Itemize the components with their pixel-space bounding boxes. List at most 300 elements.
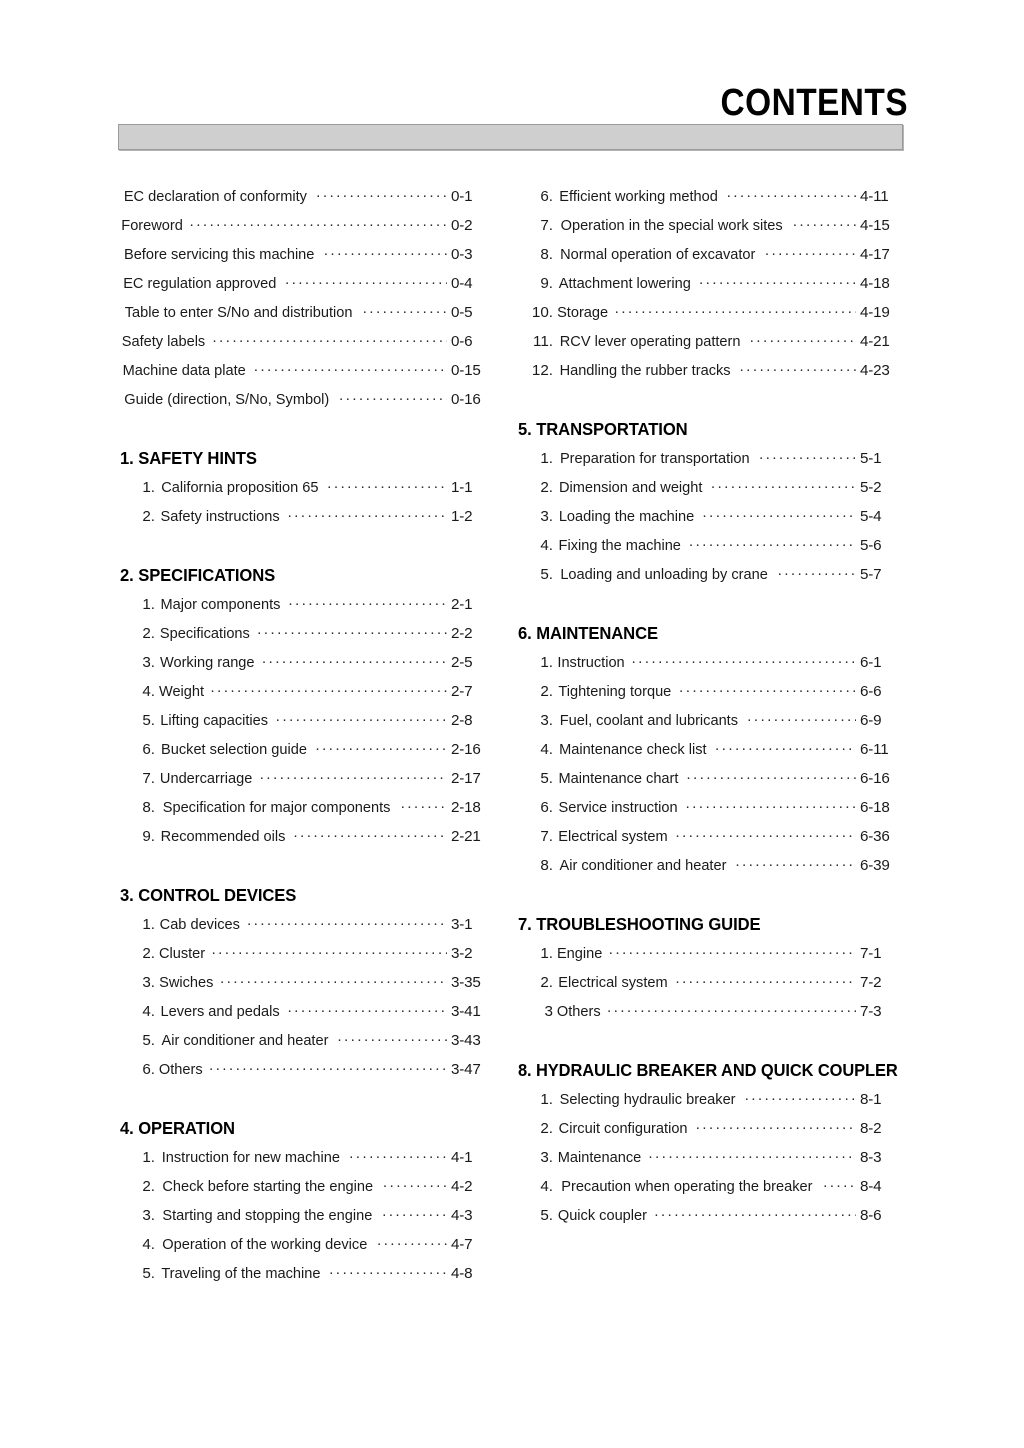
dot-leader	[337, 1025, 447, 1054]
toc-entry-page: 4-18	[860, 275, 890, 292]
toc-section-heading: 8. HYDRAULIC BREAKER AND QUICK COUPLER	[518, 1060, 898, 1080]
toc-entry-page: 6-11	[860, 741, 889, 758]
dot-leader	[685, 792, 856, 821]
toc-entry-page: 2-5	[451, 654, 473, 671]
dot-leader	[679, 676, 856, 705]
toc-entry-page: 5-4	[860, 508, 882, 525]
toc-entry[interactable]	[120, 706, 495, 735]
toc-entry[interactable]	[518, 851, 906, 880]
toc-entry[interactable]	[120, 1201, 495, 1230]
toc-entry-label: Quick coupler	[557, 1207, 648, 1224]
toc-entry-page: 2-18	[451, 799, 481, 816]
toc-entry-label: Maintenance check list	[559, 741, 707, 758]
toc-section-heading: 3. CONTROL DEVICES	[120, 885, 297, 905]
toc-entry-label: Air conditioner and heater	[161, 1032, 329, 1049]
toc-entry-label: Guide (direction, S/No, Symbol)	[124, 391, 330, 408]
toc-entry-page: 8-4	[860, 1178, 882, 1195]
toc-entry-label: Specifications	[159, 625, 250, 642]
toc-entry-page: 4-17	[860, 246, 890, 263]
toc-entry-number: 4.	[142, 1003, 155, 1020]
toc-entry-number: 12.	[531, 362, 553, 379]
page-title: CONTENTS	[720, 82, 908, 124]
toc-entry-number: 5.	[142, 1032, 155, 1049]
toc-entry-page: 5-2	[860, 479, 882, 496]
toc-entry-page: 1-2	[451, 508, 473, 525]
toc-entry-page: 5-1	[860, 450, 882, 467]
toc-entry-label: Operation in the special work sites	[560, 217, 783, 234]
dot-leader	[695, 1113, 856, 1142]
toc-entry-page: 2-17	[451, 770, 481, 787]
dot-leader	[209, 1054, 447, 1083]
toc-entry[interactable]	[518, 1114, 906, 1143]
toc-entry-number: 3.	[142, 1207, 155, 1224]
dot-leader	[654, 1200, 856, 1229]
toc-entry-page: 6-36	[860, 828, 890, 845]
toc-entry-number: 2.	[540, 1120, 553, 1137]
toc-entry-label: Attachment lowering	[558, 275, 691, 292]
toc-entry-label: Instruction	[557, 654, 625, 671]
toc-entry-label: Swiches	[159, 974, 214, 991]
toc-entry-page: 4-7	[451, 1236, 473, 1253]
toc-entry-label: Electrical system	[558, 974, 668, 991]
dot-leader	[339, 384, 447, 413]
toc-entry-number: 1.	[540, 654, 553, 671]
toc-entry-page: 6-39	[860, 857, 890, 874]
toc-entry-number: 8.	[142, 799, 155, 816]
toc-entry-number: 1.	[540, 1091, 553, 1108]
toc-entry-page: 4-19	[860, 304, 890, 321]
toc-entry-page: 4-3	[451, 1207, 473, 1224]
dot-leader	[759, 443, 856, 472]
dot-leader	[631, 647, 856, 676]
toc-entry[interactable]	[518, 269, 906, 298]
toc-entry-number: 8.	[540, 246, 553, 263]
toc-entry[interactable]	[120, 182, 495, 211]
toc-entry-number: 4.	[540, 741, 553, 758]
toc-entry-number: 5.	[540, 770, 553, 787]
toc-entry-label: Fixing the machine	[558, 537, 681, 554]
toc-entry-number: 3.	[142, 974, 155, 991]
toc-entry-page: 0-3	[451, 246, 473, 263]
toc-entry[interactable]	[120, 910, 495, 939]
toc-section-heading: 1. SAFETY HINTS	[120, 448, 257, 468]
toc-block-specifications	[120, 561, 495, 851]
toc-entry-number: 1.	[142, 1149, 155, 1166]
toc-entry-label: Table to enter S/No and distribution	[124, 304, 353, 321]
toc-entry-page: 4-21	[860, 333, 890, 350]
toc-entry-number: 6.	[540, 188, 553, 205]
toc-entry[interactable]	[518, 735, 906, 764]
dot-leader	[702, 501, 856, 530]
dot-leader	[792, 210, 856, 239]
toc-entry-label: Tightening torque	[558, 683, 672, 700]
toc-entry-label: Maintenance chart	[558, 770, 679, 787]
toc-entry[interactable]	[120, 968, 495, 997]
toc-entry-label: Working range	[159, 654, 255, 671]
toc-entry-label: EC regulation approved	[123, 275, 277, 292]
toc-entry[interactable]	[518, 560, 906, 589]
toc-entry-number: 1.	[142, 916, 155, 933]
toc-entry-page: 0-6	[451, 333, 473, 350]
toc-entry[interactable]	[518, 240, 906, 269]
dot-leader	[257, 618, 447, 647]
toc-entry-label: Efficient working method	[559, 188, 718, 205]
toc-entry-page: 3-35	[451, 974, 481, 991]
toc-entry[interactable]	[120, 939, 495, 968]
dot-leader	[777, 559, 856, 588]
toc-entry[interactable]	[518, 706, 906, 735]
toc-entry[interactable]	[518, 531, 906, 560]
toc-entry-page: 7-2	[860, 974, 882, 991]
toc-entry[interactable]	[120, 619, 495, 648]
toc-entry[interactable]	[120, 1259, 495, 1288]
dot-leader	[285, 268, 447, 297]
toc-entry-number: 5.	[142, 1265, 155, 1282]
toc-entry-page: 4-23	[860, 362, 890, 379]
dot-leader	[715, 734, 856, 763]
toc-entry-page: 4-11	[860, 188, 889, 205]
toc-entry-page: 3-2	[451, 945, 473, 962]
toc-entry-page: 5-6	[860, 537, 882, 554]
toc-block-operation-continued	[518, 182, 906, 385]
toc-entry-number: 5.	[142, 712, 155, 729]
toc-entry[interactable]	[518, 648, 906, 677]
toc-entry-page: 6-1	[860, 654, 882, 671]
toc-entry[interactable]	[120, 648, 495, 677]
toc-entry-number: 7.	[540, 828, 553, 845]
toc-entry-page: 2-21	[451, 828, 481, 845]
toc-entry-number: 4.	[142, 683, 155, 700]
dot-leader	[688, 530, 856, 559]
toc-entry[interactable]	[120, 269, 495, 298]
toc-entry-number: 1.	[540, 945, 553, 962]
toc-entry-number: 6.	[142, 1061, 155, 1078]
toc-block-troubleshooting-guide	[518, 910, 906, 1026]
toc-entry-number: 2.	[142, 508, 155, 525]
toc-entry-number: 4.	[540, 1178, 553, 1195]
dot-leader	[220, 967, 447, 996]
toc-entry[interactable]	[518, 502, 906, 531]
dot-leader	[327, 472, 447, 501]
toc-entry-page: 3-47	[451, 1061, 481, 1078]
toc-entry-label: Dimension and weight	[558, 479, 703, 496]
toc-entry[interactable]	[120, 997, 495, 1026]
dot-leader	[648, 1142, 856, 1171]
dot-leader	[349, 1142, 447, 1171]
dot-leader	[699, 268, 856, 297]
toc-entry-number: 1.	[142, 596, 155, 613]
toc-entry-page: 2-8	[451, 712, 473, 729]
toc-entry-label: Traveling of the machine	[161, 1265, 321, 1282]
toc-entry[interactable]	[518, 997, 906, 1026]
dot-leader	[614, 297, 856, 326]
toc-entry-page: 8-3	[860, 1149, 882, 1166]
toc-entry-page: 4-1	[451, 1149, 473, 1166]
toc-entry[interactable]	[518, 968, 906, 997]
dot-leader	[329, 1258, 447, 1287]
dot-leader	[749, 326, 856, 355]
toc-entry-number: 3.	[540, 712, 553, 729]
toc-entry[interactable]	[120, 1230, 495, 1259]
dot-leader	[262, 647, 448, 676]
toc-entry-number: 2.	[142, 625, 155, 642]
toc-entry[interactable]	[518, 793, 906, 822]
dot-leader	[275, 705, 447, 734]
toc-entry[interactable]	[518, 1201, 906, 1230]
toc-entry-label: Bucket selection guide	[161, 741, 307, 758]
toc-entry[interactable]	[518, 182, 906, 211]
dot-leader	[744, 1084, 856, 1113]
toc-entry-page: 6-18	[860, 799, 890, 816]
toc-entry-number: 11.	[533, 333, 553, 350]
dot-leader	[686, 763, 856, 792]
toc-entry-page: 2-1	[451, 596, 473, 613]
toc-entry[interactable]	[518, 444, 906, 473]
toc-block-control-devices	[120, 881, 495, 1084]
toc-entry-label: Precaution when operating the breaker	[561, 1178, 813, 1195]
toc-entry-number: 8.	[540, 857, 553, 874]
dot-leader	[287, 501, 447, 530]
toc-entry-number: 2.	[540, 683, 553, 700]
toc-entry-page: 4-8	[451, 1265, 473, 1282]
toc-entry-page: 8-6	[860, 1207, 882, 1224]
toc-entry-page: 1-1	[451, 479, 473, 496]
toc-entry-number: 5.	[540, 1207, 553, 1224]
toc-entry-label: Operation of the working device	[162, 1236, 368, 1253]
toc-entry[interactable]	[120, 793, 495, 822]
toc-entry-number: 7.	[142, 770, 155, 787]
toc-entry[interactable]	[120, 240, 495, 269]
toc-entry-label: Levers and pedals	[160, 1003, 280, 1020]
toc-entry-page: 7-3	[860, 1003, 882, 1020]
toc-entry-label: Machine data plate	[122, 362, 246, 379]
toc-entry-label: RCV lever operating pattern	[559, 333, 741, 350]
toc-entry[interactable]	[518, 677, 906, 706]
toc-section-heading: 5. TRANSPORTATION	[518, 419, 688, 439]
toc-entry-page: 2-16	[451, 741, 481, 758]
toc-entry-label: Cluster	[158, 945, 206, 962]
toc-entry-label: Circuit configuration	[558, 1120, 688, 1137]
toc-entry-label: Before servicing this machine	[123, 246, 315, 263]
toc-entry-label: Weight	[158, 683, 205, 700]
toc-entry[interactable]	[518, 1172, 906, 1201]
toc-entry[interactable]	[120, 1026, 495, 1055]
dot-leader	[293, 821, 447, 850]
dot-leader	[607, 996, 856, 1025]
toc-entry-label: California proposition 65	[161, 479, 319, 496]
toc-entry-page: 2-7	[451, 683, 473, 700]
toc-entry-number: 9.	[540, 275, 553, 292]
toc-entry-page: 0-2	[451, 217, 473, 234]
dot-leader	[210, 676, 447, 705]
toc-entry[interactable]	[518, 211, 906, 240]
toc-entry-label: Normal operation of excavator	[560, 246, 756, 263]
toc-entry-label: Air conditioner and heater	[559, 857, 727, 874]
toc-entry-page: 3-41	[451, 1003, 481, 1020]
toc-entry[interactable]	[120, 211, 495, 240]
toc-entry-page: 0-16	[451, 391, 481, 408]
dot-leader	[315, 734, 447, 763]
toc-entry-label: Storage	[557, 304, 609, 321]
dot-leader	[382, 1200, 447, 1229]
toc-entry-page: 5-7	[860, 566, 882, 583]
dot-leader	[747, 705, 856, 734]
toc-entry-page: 6-9	[860, 712, 882, 729]
toc-entry[interactable]	[120, 677, 495, 706]
dot-leader	[287, 996, 447, 1025]
dot-leader	[247, 909, 447, 938]
dot-leader	[323, 239, 447, 268]
toc-entry-page: 6-6	[860, 683, 882, 700]
dot-leader	[383, 1171, 447, 1200]
toc-entry-label: Instruction for new machine	[161, 1149, 341, 1166]
toc-entry-page: 4-15	[860, 217, 890, 234]
dot-leader	[739, 355, 856, 384]
toc-entry-page: 3-43	[451, 1032, 481, 1049]
toc-entry-label: Undercarriage	[159, 770, 253, 787]
toc-entry[interactable]	[120, 1143, 495, 1172]
toc-entry-page: 6-16	[860, 770, 890, 787]
toc-entry-page: 8-1	[860, 1091, 882, 1108]
dot-leader	[726, 181, 856, 210]
toc-block-maintenance	[518, 619, 906, 880]
toc-entry-label: Service instruction	[558, 799, 678, 816]
toc-entry[interactable]	[518, 356, 906, 385]
toc-entry[interactable]	[518, 327, 906, 356]
toc-section-heading: 6. MAINTENANCE	[518, 623, 658, 643]
dot-leader	[259, 763, 447, 792]
toc-entry[interactable]	[120, 764, 495, 793]
dot-leader	[316, 181, 447, 210]
toc-entry-label: Specification for major components	[162, 799, 391, 816]
dot-leader	[608, 938, 856, 967]
toc-entry[interactable]	[518, 298, 906, 327]
dot-leader	[400, 792, 447, 821]
dot-leader	[288, 589, 447, 618]
toc-entry-number: 7.	[540, 217, 553, 234]
toc-entry-label: Handling the rubber tracks	[559, 362, 731, 379]
dot-leader	[212, 326, 447, 355]
toc-entry-label: Electrical system	[558, 828, 668, 845]
toc-entry-number: 4.	[540, 537, 553, 554]
toc-entry-number: 3.	[540, 1149, 553, 1166]
toc-entry-label: Lifting capacities	[160, 712, 269, 729]
toc-section-heading: 7. TROUBLESHOOTING GUIDE	[518, 914, 761, 934]
toc-entry-label: Recommended oils	[160, 828, 286, 845]
dot-leader	[377, 1229, 447, 1258]
toc-entry-number: 3.	[540, 508, 553, 525]
toc-entry[interactable]	[120, 590, 495, 619]
toc-entry-label: Selecting hydraulic breaker	[559, 1091, 736, 1108]
dot-leader	[362, 297, 447, 326]
toc-block-front-matter	[120, 182, 495, 414]
toc-entry[interactable]	[120, 822, 495, 851]
toc-entry-label: Foreword	[121, 217, 183, 234]
toc-entry-label: Engine	[556, 945, 603, 962]
toc-entry-page: 8-2	[860, 1120, 882, 1137]
toc-entry-page: 0-4	[451, 275, 473, 292]
toc-entry[interactable]	[120, 1172, 495, 1201]
toc-entry-page: 4-2	[451, 1178, 473, 1195]
toc-entry-label: Others	[158, 1061, 203, 1078]
toc-section-heading: 4. OPERATION	[120, 1118, 235, 1138]
toc-entry-number: 1.	[540, 450, 553, 467]
dot-leader	[735, 850, 856, 879]
toc-entry[interactable]	[518, 822, 906, 851]
dot-leader	[823, 1171, 856, 1200]
dot-leader	[675, 967, 856, 996]
toc-column-left	[120, 182, 495, 1288]
toc-entry[interactable]	[120, 385, 495, 414]
toc-entry[interactable]	[518, 1085, 906, 1114]
toc-entry-label: EC declaration of conformity	[123, 188, 307, 205]
toc-entry-label: Maintenance	[557, 1149, 642, 1166]
toc-entry[interactable]	[518, 473, 906, 502]
toc-entry-number: 3.	[142, 654, 155, 671]
toc-entry-number: 2.	[540, 974, 553, 991]
toc-block-safety-hints	[120, 444, 495, 531]
toc-entry-page: 0-15	[451, 362, 481, 379]
toc-entry[interactable]	[518, 939, 906, 968]
toc-entry-label: Loading and unloading by crane	[560, 566, 768, 583]
toc-entry-number: 2.	[142, 1178, 155, 1195]
toc-entry[interactable]	[120, 473, 495, 502]
toc-entry-number: 10.	[531, 304, 553, 321]
toc-entry-page: 7-1	[860, 945, 882, 962]
toc-block-hydraulic-breaker-and-quick-coupler	[518, 1056, 906, 1230]
dot-leader	[675, 821, 856, 850]
toc-section-heading: 2. SPECIFICATIONS	[120, 565, 276, 585]
dot-leader	[764, 239, 856, 268]
toc-entry-page: 3-1	[451, 916, 473, 933]
toc-block-operation	[120, 1114, 495, 1288]
toc-entry-page: 2-2	[451, 625, 473, 642]
toc-entry[interactable]	[120, 1055, 495, 1084]
toc-entry[interactable]	[120, 502, 495, 531]
toc-entry-number: 2.	[540, 479, 553, 496]
toc-entry-label: Cab devices	[159, 916, 240, 933]
toc-entry-label: Check before starting the engine	[162, 1178, 374, 1195]
toc-entry-number: 9.	[142, 828, 155, 845]
toc-entry-number: 6.	[540, 799, 553, 816]
toc-entry-label: Fuel, coolant and lubricants	[559, 712, 739, 729]
toc-entry-label: Starting and stopping the engine	[162, 1207, 373, 1224]
toc-entry[interactable]	[518, 1143, 906, 1172]
toc-entry-number: 3	[544, 1003, 553, 1020]
toc-entry[interactable]	[518, 764, 906, 793]
toc-entry-number: 5.	[540, 566, 553, 583]
dot-leader	[710, 472, 856, 501]
toc-entry[interactable]	[120, 298, 495, 327]
toc-entry[interactable]	[120, 735, 495, 764]
toc-entry-label: Major components	[160, 596, 281, 613]
dot-leader	[189, 210, 447, 239]
toc-entry[interactable]	[120, 327, 495, 356]
toc-entry-label: Safety instructions	[160, 508, 280, 525]
toc-entry-number: 2.	[142, 945, 155, 962]
toc-entry-page: 0-1	[451, 188, 473, 205]
toc-entry-page: 0-5	[451, 304, 473, 321]
toc-entry-number: 6.	[142, 741, 155, 758]
dot-leader	[253, 355, 447, 384]
toc-entry[interactable]	[120, 356, 495, 385]
dot-leader	[211, 938, 447, 967]
toc-column-right	[518, 182, 906, 1230]
toc-block-transportation	[518, 415, 906, 589]
toc-entry-label: Others	[556, 1003, 601, 1020]
toc-entry-label: Safety labels	[121, 333, 206, 350]
toc-entry-number: 4.	[142, 1236, 155, 1253]
